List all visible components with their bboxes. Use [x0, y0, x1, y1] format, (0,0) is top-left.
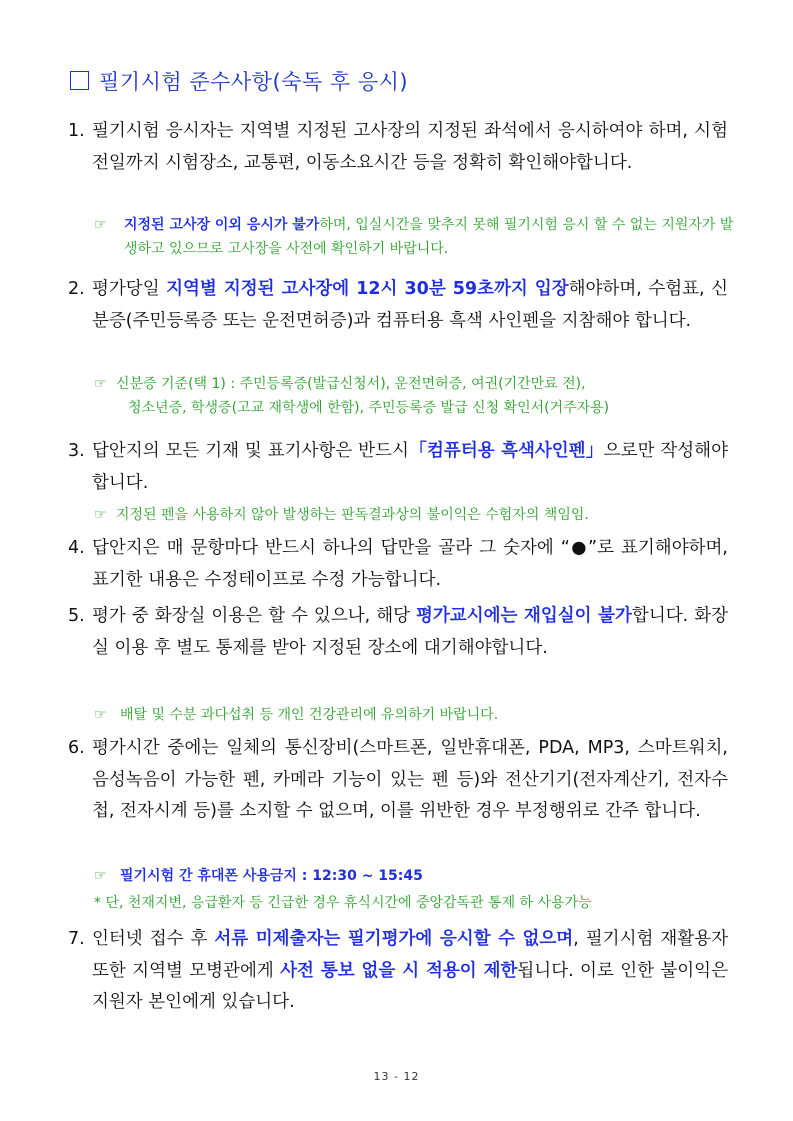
item-text: 으로만 작성해야합니다. — [92, 441, 728, 493]
item-text: 답안지의 모든 기재 및 표기사항은 반드시 — [92, 441, 409, 461]
note-item-5 — [94, 703, 734, 727]
item-text: 평가 중 화장실 이용은 할 수 있으나, 해당 — [92, 606, 416, 626]
note-strong: 필기시험 간 휴대폰 사용금지 : 12:30 ~ 15:45 — [120, 868, 423, 884]
section-title-text: 필기시험 준수사항(숙독 후 응시) — [99, 70, 409, 94]
list-item-2 — [68, 274, 728, 337]
list-item-6 — [68, 733, 728, 828]
pointing-hand-icon: ☞ — [94, 376, 107, 392]
list-item-4 — [68, 533, 728, 596]
note-strong: 지정된 고사장 이외 응시가 불가 — [124, 217, 320, 233]
pointing-hand-icon: ☞ — [94, 868, 107, 884]
item-number: 6. — [68, 738, 85, 758]
item-number: 1. — [68, 121, 85, 141]
item-text: 인터넷 접수 후 — [92, 929, 215, 949]
note-text: 청소년증, 학생증(고교 재학생에 한함), 주민등록증 발급 신청 확인서(거주자용) — [128, 400, 610, 416]
item-text: 평가당일 — [92, 279, 167, 299]
item-text: 해야하며, 수험표, 신분증(주민등록증 또는 운전면허증)과 컴퓨터용 흑색 사인펜을 지참해야 합니다. — [92, 279, 728, 331]
checkbox-square-icon — [70, 71, 89, 90]
note-text: 신분증 기준(택 1) : 주민등록증(발급신청서), 운전면허증, 여권(기간만료 전), — [116, 376, 586, 392]
item-text: 평가시간 중에는 일체의 통신장비(스마트폰, 일반휴대폰, PDA, MP3, 스마트워치, 음성녹음이 가능한 펜, 카메라 기능이 있는 펜 등)와 전산기기(전자계산기, 전자수첩, 전자시계 등)를 소지할 수 없으며, 이를 위반한 경우 부정행위로 간주 합니다. — [92, 738, 728, 821]
note-text: 배탈 및 수분 과다섭취 등 개인 건강관리에 유의하기 바랍니다. — [120, 707, 499, 723]
pointing-hand-icon: ☞ — [94, 707, 107, 723]
note-item-2 — [94, 372, 734, 420]
item-text: 필기시험 응시자는 지역별 지정된 고사장의 지정된 좌석에서 응시하여야 하며, 시험전일까지 시험장소, 교통편, 이동소요시간 등을 정확히 확인해야합니다. — [92, 121, 728, 173]
item-emphasis: 「컴퓨터용 흑색사인펜」 — [408, 441, 604, 461]
note-item-1 — [94, 213, 734, 261]
list-item-3 — [68, 436, 728, 499]
note-item-3 — [94, 503, 734, 527]
pointing-hand-icon: ☞ — [94, 507, 107, 523]
item-text: 답안지은 매 문항마다 반드시 하나의 답만을 골라 그 숫자에 “●”로 표기해야하며, 표기한 내용은 수정테이프로 수정 가능합니다. — [92, 538, 728, 590]
note-item-6 — [94, 864, 734, 888]
page-number: 13 - 12 — [373, 1070, 420, 1083]
list-item-1 — [68, 116, 728, 179]
item-emphasis: 서류 미제출자는 필기평가에 응시할 수 없으며 — [214, 929, 574, 949]
pointing-hand-icon: ☞ — [94, 217, 107, 233]
item-number: 5. — [68, 606, 85, 626]
item-text: 됩니다. 이로 인한 불이익은 지원자 본인에게 있습니다. — [92, 960, 728, 1012]
item-emphasis: 평가교시에는 재입실이 불가 — [416, 606, 632, 626]
section-title — [70, 66, 408, 96]
item-number: 2. — [68, 279, 85, 299]
item-text: , 필기시험 재활용자 또한 지역별 모병관에게 — [92, 929, 728, 981]
item-text: 합니다. 화장실 이용 후 별도 통제를 받아 지정된 장소에 대기해야합니다. — [92, 606, 729, 658]
footnote-text: * 단, 천재지변, 응급환자 등 긴급한 경우 휴식시간에 중앙감독관 통제 하 사용가능 — [94, 895, 592, 911]
list-item-5 — [68, 601, 728, 664]
note-text: 하며, 입실시간을 맞추지 못해 필기시험 응시 할 수 없는 지원자가 발생하고 있으므로 고사장을 사전에 확인하기 바랍니다. — [124, 217, 734, 257]
list-item-7 — [68, 924, 728, 1019]
item-emphasis: 지역별 지정된 고사장에 12시 30분 59초까지 입장 — [166, 279, 569, 299]
item-emphasis: 사전 통보 없을 시 적용이 제한 — [280, 960, 518, 981]
item-number: 7. — [68, 929, 85, 949]
item-number: 4. — [68, 538, 85, 558]
note-text: 지정된 펜을 사용하지 않아 발생하는 판독결과상의 불이익은 수험자의 책임임. — [116, 507, 589, 523]
item-number: 3. — [68, 441, 85, 461]
